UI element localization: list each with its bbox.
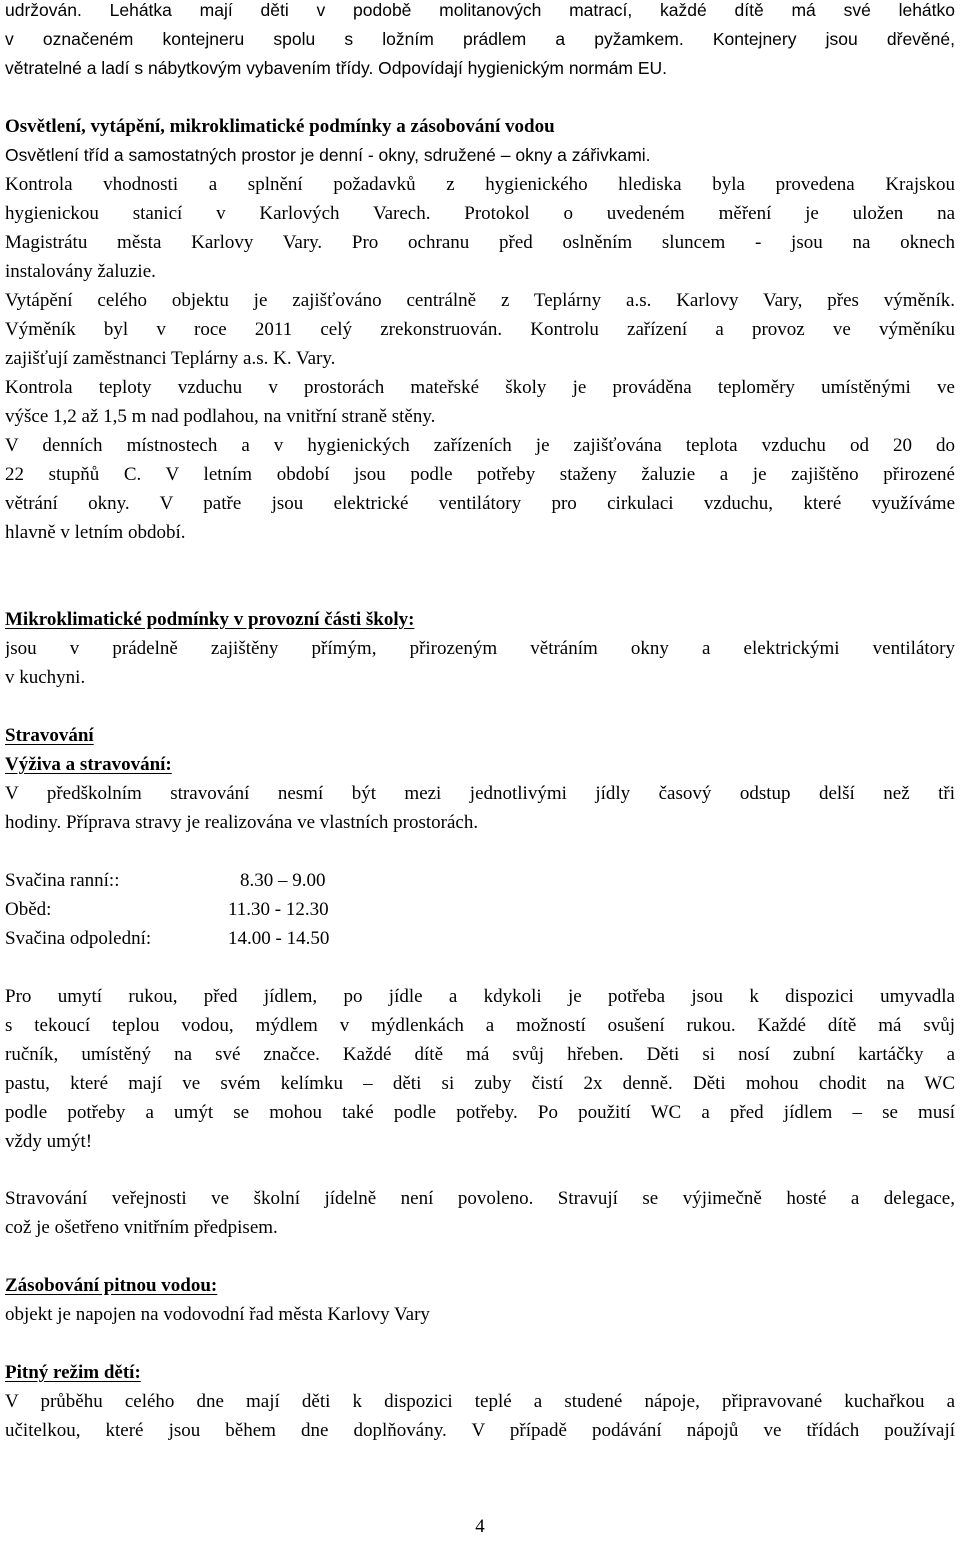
lighting-section bbox=[5, 112, 955, 286]
text-line: hlavně v letním období. bbox=[5, 522, 186, 543]
text-line: s tekoucí teplou vodou, mýdlem v mýdlenkách a možností osušení rukou. Každé dítě má svůj bbox=[5, 1015, 955, 1036]
meal-label: Svačina ranní:: bbox=[5, 870, 120, 891]
text-line: Výměník byl v roce 2011 celý zrekonstruován. Kontrolu zařízení a provoz ve výměníku bbox=[5, 319, 955, 340]
text-line: v označeném kontejneru spolu s ložním prádlem a pyžamkem. Kontejnery jsou dřevěné, bbox=[5, 29, 955, 49]
meal-time: 14.00 - 14.50 bbox=[228, 928, 330, 949]
text-line: Kontrola teploty vzduchu v prostorách mateřské školy je prováděna teploměry umístěnými ve bbox=[5, 377, 955, 398]
section-subheading: Výživa a stravování: bbox=[5, 754, 172, 775]
section-heading: Osvětlení, vytápění, mikroklimatické podmínky a zásobování vodou bbox=[5, 116, 555, 137]
text-line: větrání okny. V patře jsou elektrické ventilátory pro cirkulaci vzduchu, které využíváme bbox=[5, 493, 955, 514]
drinking-section bbox=[5, 1358, 955, 1445]
text-line: vždy umýt! bbox=[5, 1131, 93, 1152]
text-line: větratelné a ladí s nábytkovým vybavením třídy. Odpovídají hygienickým normám EU. bbox=[5, 58, 668, 78]
text-line: Pro umytí rukou, před jídlem, po jídle a kdykoli je potřeba jsou k dispozici umyvadla bbox=[5, 986, 955, 1007]
intro-paragraph bbox=[5, 0, 955, 83]
text-line: instalovány žaluzie. bbox=[5, 261, 156, 282]
section-heading: Mikroklimatické podmínky v provozní části školy: bbox=[5, 609, 415, 630]
text-line: 22 stupňů C. V letním období jsou podle potřeby staženy žaluzie a je zajištěno přirozené bbox=[5, 464, 955, 485]
water-section bbox=[5, 1271, 955, 1329]
page-number: 4 bbox=[475, 1516, 485, 1537]
section-heading: Stravování bbox=[5, 725, 94, 746]
heating-paragraph bbox=[5, 286, 955, 547]
public-catering-paragraph bbox=[5, 1184, 955, 1242]
text-line: Magistrátu města Karlovy Vary. Pro ochranu před oslněním sluncem - jsou na oknech bbox=[5, 232, 955, 253]
meal-label: Svačina odpolední: bbox=[5, 928, 152, 949]
text-line: V průběhu celého dne mají děti k dispozici teplé a studené nápoje, připravované kuchařkou a bbox=[5, 1391, 955, 1412]
text-line: jsou v prádelně zajištěny přímým, přirozeným větráním okny a elektrickými ventilátory bbox=[5, 638, 955, 659]
text-line: V denních místnostech a v hygienických zařízeních je zajišťována teplota vzduchu od 20 do bbox=[5, 435, 955, 456]
text-line: udržován. Lehátka mají děti v podobě molitanových matrací, každé dítě má své lehátko bbox=[5, 0, 955, 20]
meal-row bbox=[5, 924, 955, 953]
meal-row bbox=[5, 866, 955, 895]
text-line: hodiny. Příprava stravy je realizována ve vlastních prostorách. bbox=[5, 812, 479, 833]
text-line: objekt je napojen na vodovodní řad města Karlovy Vary bbox=[5, 1304, 430, 1325]
text-line: podle potřeby a umýt se mohou také podle potřeby. Po použití WC a před jídlem – se musí bbox=[5, 1102, 955, 1123]
section-heading: Pitný režim dětí: bbox=[5, 1362, 141, 1383]
meal-label: Oběd: bbox=[5, 899, 52, 920]
text-line: v kuchyni. bbox=[5, 667, 86, 688]
text-line: pastu, které mají ve svém kelímku – děti si zuby čistí 2x denně. Děti mohou chodit na WC bbox=[5, 1073, 955, 1094]
text-line: což je ošetřeno vnitřním předpisem. bbox=[5, 1217, 278, 1238]
section-heading: Zásobování pitnou vodou: bbox=[5, 1275, 218, 1296]
microclimate-section bbox=[5, 605, 955, 692]
text-line: Stravování veřejnosti ve školní jídelně není povoleno. Stravují se výjimečně hosté a delegace, bbox=[5, 1188, 955, 1209]
catering-section bbox=[5, 721, 955, 837]
meal-schedule bbox=[5, 866, 955, 953]
text-line: V předškolním stravování nesmí být mezi jednotlivými jídly časový odstup delší než tři bbox=[5, 783, 955, 804]
hygiene-paragraph bbox=[5, 982, 955, 1156]
meal-time: 11.30 - 12.30 bbox=[228, 899, 329, 920]
text-line: Osvětlení tříd a samostatných prostor je denní - okny, sdružené – okny a zářivkami. bbox=[5, 145, 651, 165]
meal-row bbox=[5, 895, 955, 924]
meal-time: 8.30 – 9.00 bbox=[240, 870, 326, 891]
text-line: zajišťují zaměstnanci Teplárny a.s. K. Vary. bbox=[5, 348, 336, 369]
text-line: ručník, umístěný na své značce. Každé dítě má svůj hřeben. Děti si nosí zubní kartáčky a bbox=[5, 1044, 955, 1065]
text-line: hygienickou stanicí v Karlových Varech. Protokol o uvedeném měření je uložen na bbox=[5, 203, 955, 224]
text-line: Kontrola vhodnosti a splnění požadavků z hygienického hlediska byla provedena Krajskou bbox=[5, 174, 955, 195]
text-line: Vytápění celého objektu je zajišťováno centrálně z Teplárny a.s. Karlovy Vary, přes výměník. bbox=[5, 290, 955, 311]
text-line: výšce 1,2 až 1,5 m nad podlahou, na vnitřní straně stěny. bbox=[5, 406, 436, 427]
text-line: učitelkou, které jsou během dne doplňovány. V případě podávání nápojů ve třídách používají bbox=[5, 1420, 955, 1441]
